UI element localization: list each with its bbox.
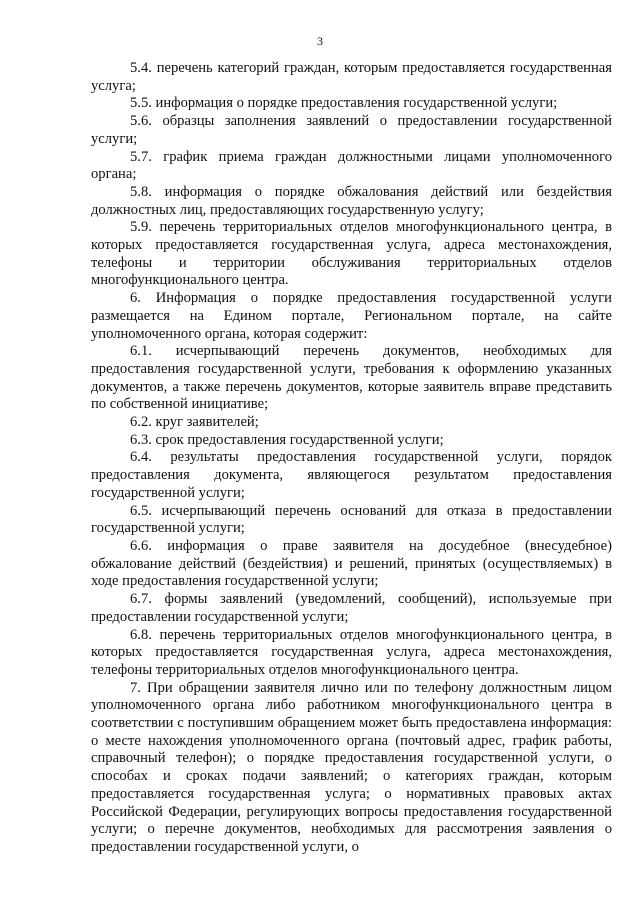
paragraph-6: 6. Информация о порядке предоставления государственной услуги размещается на Едином портале, Региональном портале, на сайте уполномоченного органа, которая содержит: [91, 290, 612, 342]
paragraph-6-5: 6.5. исчерпывающий перечень оснований для отказа в предоставлении государственной услуги; [91, 502, 612, 537]
paragraph-6-8: 6.8. перечень территориальных отделов многофункционального центра, в которых предоставляется государственная услуга, адреса местонахождения, телефоны территориальных отделов многофункционального центра. [91, 626, 612, 678]
page-number: 3 [317, 34, 323, 48]
paragraph-7: 7. При обращении заявителя лично или по телефону должностным лицом уполномоченного органа либо работником многофункционального центра в соответствии с поступившим обращением может быть предоставлена информация: о месте нахождения уполномоченного органа (почтовый адрес, график работы, справочный телефон); о порядке предоставления государственной услуги, о способах и сроках подачи заявлений; о категориях граждан, которым предоставляется государственная услуга; о нормативных правовых актах Российской Федерации, регулирующих вопросы предоставления государственной услуги; о перечне документов, необходимых для рассмотрения заявления о предоставлении государственной услуги, о [91, 679, 612, 855]
paragraph-5-9: 5.9. перечень территориальных отделов многофункционального центра, в которых предоставляется государственная услуга, адреса местонахождения, телефоны и территории обслуживания территориальных отделов многофункционального центра. [91, 219, 612, 289]
paragraph-5-6: 5.6. образцы заполнения заявлений о предоставлении государственной услуги; [91, 113, 612, 147]
paragraph-5-5: 5.5. информация о порядке предоставления государственной услуги; [130, 95, 558, 112]
paragraph-6-4: 6.4. результаты предоставления государственной услуги, порядок предоставления документа, являющегося результатом предоставления государственной услуги; [91, 449, 612, 501]
document-body [91, 60, 612, 857]
paragraph-5-4: 5.4. перечень категорий граждан, которым предоставляется государственная услуга; [91, 60, 612, 94]
paragraph-6-1: 6.1. исчерпывающий перечень документов, необходимых для предоставления государственной услуги, требования к оформлению указанных документов, а также перечень документов, которые заявитель вправе представить по собственной инициативе; [91, 343, 612, 413]
paragraph-5-8: 5.8. информация о порядке обжалования действий или бездействия должностных лиц, предоставляющих государственную услугу; [91, 183, 612, 218]
paragraph-6-2: 6.2. круг заявителей; [130, 414, 259, 431]
paragraph-6-6: 6.6. информация о праве заявителя на досудебное (внесудебное) обжалование действий (бездействия) и решений, принятых (осуществляемых) в ходе предоставления государственной услуги; [91, 537, 612, 590]
paragraph-6-7: 6.7. формы заявлений (уведомлений, сообщений), используемые при предоставлении государственной услуги; [91, 591, 612, 625]
paragraph-5-7: 5.7. график приема граждан должностными лицами уполномоченного органа; [91, 148, 612, 183]
paragraph-6-3: 6.3. срок предоставления государственной услуги; [130, 431, 444, 448]
